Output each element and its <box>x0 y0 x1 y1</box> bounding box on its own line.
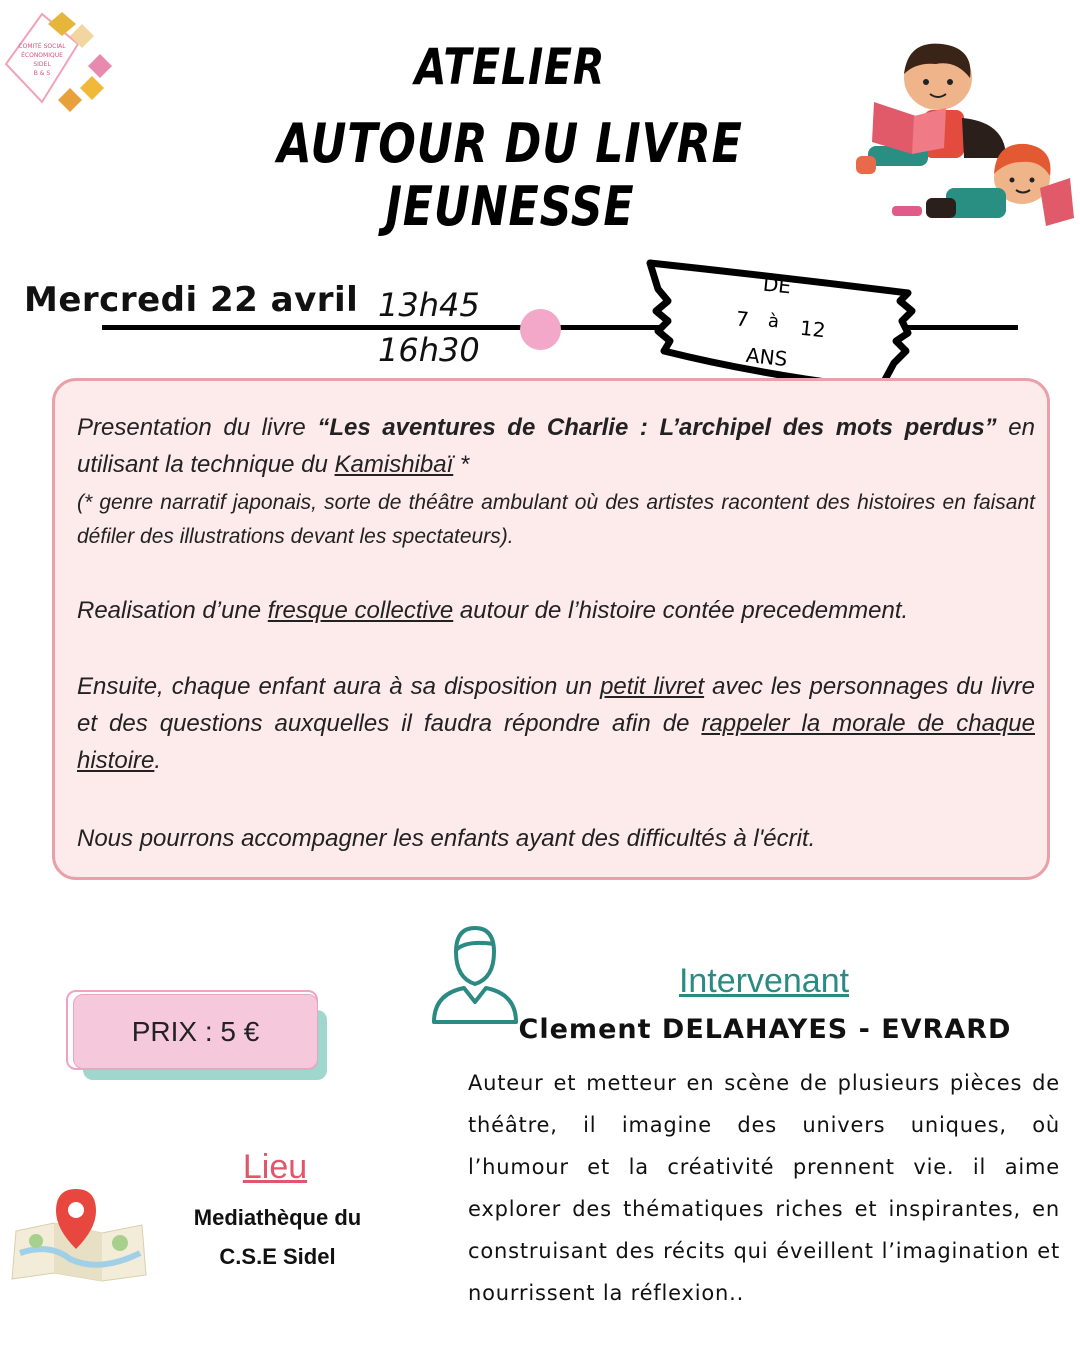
morale-link: rappeler la morale de chaque histoire <box>77 710 1035 774</box>
age-de: DE <box>761 271 793 299</box>
description-box <box>52 378 1050 880</box>
end-time: 16h30 <box>378 331 480 369</box>
map-pin-icon <box>10 1183 148 1283</box>
speaker-bio: Auteur et metteur en scène de plusieurs pièces de théâtre, il imagine des univers uniques, où l’humour et la créativité prennent vie. il aime explorer des thématiques riches et inspirantes, en construisant des récits qui éveillent l’imagination et nourrissent la réflexion.. <box>468 1071 1060 1305</box>
logo-line-1: COMITÉ SOCIAL <box>18 43 66 50</box>
event-date: Mercredi 22 avril <box>24 280 359 320</box>
location-line-1: Mediathèque du <box>193 1205 362 1230</box>
age-to: 12 <box>798 315 827 343</box>
age-from: 7 <box>734 306 750 332</box>
logo-line-3: SIDEL <box>33 61 51 68</box>
age-badge <box>640 255 920 395</box>
description-note: (* genre narratif japonais, sorte de théâtre ambulant où des artistes racontent des histoires en faisant défiler des illustrations devant les spectateurs). <box>77 491 1035 548</box>
livret-link: petit livret <box>600 673 705 700</box>
location-title: Lieu <box>242 1148 308 1186</box>
age-ans: ANS <box>744 342 789 372</box>
logo-line-4: B & S <box>33 70 51 77</box>
start-time: 13h45 <box>378 286 480 324</box>
children-reading-icon <box>856 38 1076 234</box>
person-icon <box>430 922 520 1026</box>
kamishibai-link: Kamishibaï <box>334 451 454 478</box>
location-place <box>170 1198 385 1276</box>
title-line-1: ATELIER <box>414 38 606 96</box>
timeline-dot <box>520 309 561 350</box>
book-title: “Les aventures de Charlie : L’archipel des mots perdus” <box>317 414 997 441</box>
speaker-title: Intervenant <box>678 962 850 1000</box>
cse-sidel-logo <box>2 8 114 113</box>
description-p4: Nous pourrons accompagner les enfants ayant des difficultés à l'écrit. <box>77 825 816 852</box>
speaker-name: Clement DELAHAYES - EVRARD <box>518 1014 1012 1045</box>
title-line-2: AUTOUR DU LIVRE JEUNESSE <box>277 112 743 238</box>
price-badge: PRIX : 5 € <box>73 994 318 1069</box>
description-p1: Presentation du livre “Les aventures de Charlie : L’archipel des mots perdus” en utilisant la technique du Kamishibaï * <box>77 414 1035 478</box>
description-p2: Realisation d’une fresque collective autour de l’histoire contée precedemment. <box>77 597 909 624</box>
logo-line-2: ÉCONOMIQUE <box>21 52 63 59</box>
fresque-link: fresque collective <box>267 597 454 624</box>
age-a: à <box>766 310 781 333</box>
description-p3: Ensuite, chaque enfant aura à sa disposition un petit livret avec les personnages du livre et des questions auxquelles il faudra répondre afin de rappeler la morale de chaque histoire. <box>77 673 1036 774</box>
location-line-2: C.S.E Sidel <box>219 1244 336 1269</box>
